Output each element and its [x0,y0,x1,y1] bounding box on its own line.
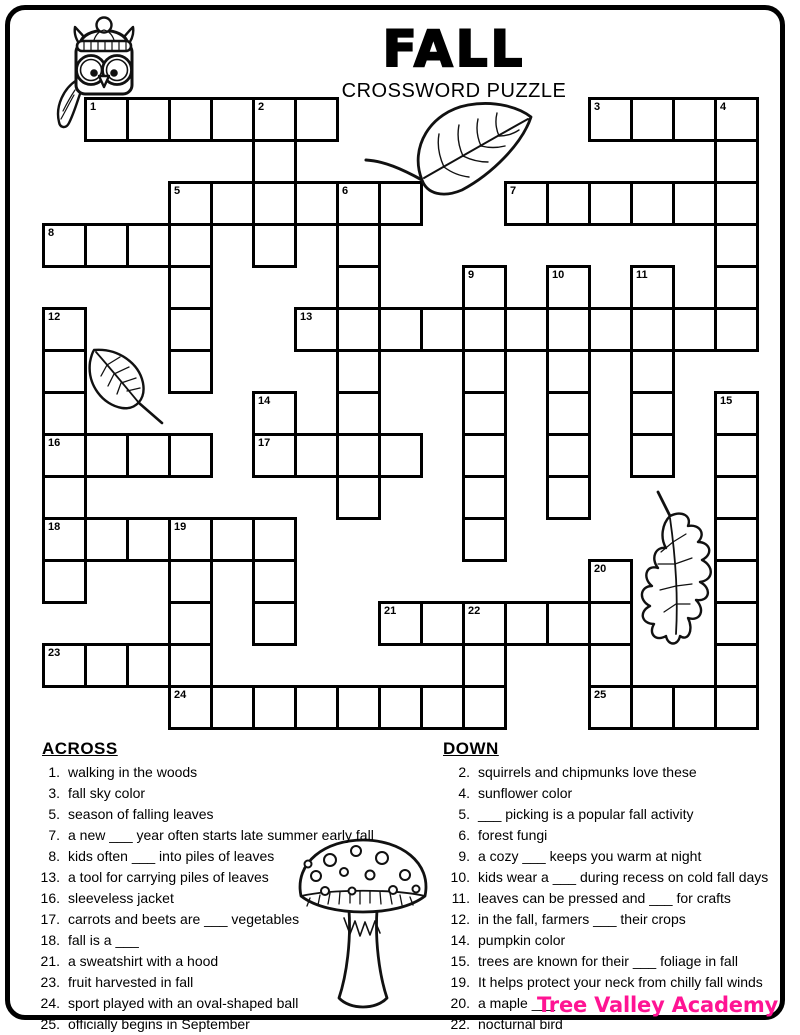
grid-cell[interactable] [252,181,297,226]
grid-cell-10[interactable] [546,265,591,310]
grid-cell[interactable] [630,433,675,478]
clue-text: a sweatshirt with a hood [68,953,219,969]
grid-cell[interactable] [252,517,297,562]
clue-number: 14. [450,932,470,948]
cell-number: 1 [90,101,97,113]
cell-number: 20 [594,563,607,575]
clue-text: pumpkin color [478,932,566,948]
grid-cell[interactable] [672,97,717,142]
grid-cell[interactable] [546,307,591,352]
cell-number: 5 [174,185,181,197]
grid-cell[interactable] [462,391,507,436]
grid-cell[interactable] [252,685,297,730]
clue-text: season of falling leaves [68,806,214,822]
grid-cell[interactable] [336,307,381,352]
grid-cell-17[interactable] [252,433,297,478]
clue-number: 24. [40,995,60,1011]
grid-cell[interactable] [714,559,759,604]
grid-cell-23[interactable] [42,643,87,688]
clue-number: 4. [458,785,470,801]
grid-cell[interactable] [84,517,129,562]
grid-cell[interactable] [546,391,591,436]
clue-number: 8. [48,848,60,864]
grid-cell[interactable] [714,475,759,520]
cell-number: 17 [258,437,271,449]
clue-row [30,762,374,783]
clue-number: 22. [450,1016,470,1032]
grid-cell[interactable] [630,685,675,730]
grid-cell-5[interactable] [168,181,213,226]
grid-cell[interactable] [168,643,213,688]
grid-cell[interactable] [462,685,507,730]
grid-cell[interactable] [672,685,717,730]
across-clues [30,738,374,1035]
oak-leaf-icon [628,490,716,668]
grid-cell[interactable] [462,643,507,688]
clue-number: 9. [458,848,470,864]
cell-number: 25 [594,689,607,701]
grid-cell[interactable] [546,601,591,646]
clue-number: 21. [40,953,60,969]
across-clue-list [30,762,374,1035]
clue-text: forest fungi [478,827,548,843]
clue-row [440,825,768,846]
grid-cell-2[interactable] [252,97,297,142]
grid-cell-1[interactable] [84,97,129,142]
cell-number: 2 [258,101,265,113]
grid-cell[interactable] [252,139,297,184]
grid-cell[interactable] [420,307,465,352]
grid-cell-3[interactable] [588,97,633,142]
grid-cell[interactable] [42,475,87,520]
grid-cell[interactable] [714,601,759,646]
clue-row [30,951,374,972]
grid-cell[interactable] [210,685,255,730]
grid-cell-4[interactable] [714,97,759,142]
cell-number: 13 [300,311,313,323]
clue-text: a new ___ year often starts late summer early fall [68,827,374,843]
grid-cell[interactable] [714,433,759,478]
grid-cell[interactable] [126,223,171,268]
grid-cell[interactable] [504,307,549,352]
grid-cell[interactable] [336,349,381,394]
grid-cell[interactable] [630,181,675,226]
clue-number: 18. [40,932,60,948]
clue-row [30,846,374,867]
clue-number: 20. [450,995,470,1011]
grid-cell[interactable] [126,517,171,562]
clue-row [30,972,374,993]
clue-row [440,951,768,972]
clue-text: squirrels and chipmunks love these [478,764,697,780]
grid-cell[interactable] [168,265,213,310]
grid-cell[interactable] [336,475,381,520]
grid-cell-20[interactable] [588,559,633,604]
grid-cell-22[interactable] [462,601,507,646]
cell-number: 4 [720,101,727,113]
clue-text: fall sky color [68,785,146,801]
clue-row [30,930,374,951]
cell-number: 7 [510,185,517,197]
grid-cell-18[interactable] [42,517,87,562]
birch-leaf-icon [80,346,168,432]
grid-cell[interactable] [672,181,717,226]
grid-cell-11[interactable] [630,265,675,310]
clue-text: carrots and beets are ___ vegetables [68,911,300,927]
page-title: FALL [382,20,526,78]
cell-number: 23 [48,647,61,659]
clue-text: kids often ___ into piles of leaves [68,848,275,864]
clue-number: 19. [450,974,470,990]
grid-cell[interactable] [714,517,759,562]
grid-cell[interactable] [84,643,129,688]
grid-cell[interactable] [126,433,171,478]
grid-cell[interactable] [672,307,717,352]
clue-number: 10. [450,869,470,885]
clue-number: 7. [48,827,60,843]
clue-text: officially begins in September [68,1016,250,1032]
clue-row [30,909,374,930]
grid-cell[interactable] [336,391,381,436]
grid-cell[interactable] [168,349,213,394]
grid-cell[interactable] [168,433,213,478]
clue-row [440,762,768,783]
clue-row [30,804,374,825]
grid-cell[interactable] [588,601,633,646]
clue-text: a tool for carrying piles of leaves [68,869,269,885]
clue-number: 25. [40,1016,60,1032]
cell-number: 8 [48,227,55,239]
grid-cell[interactable] [168,97,213,142]
cell-number: 10 [552,269,565,281]
grid-cell-19[interactable] [168,517,213,562]
grid-cell[interactable] [210,181,255,226]
clue-text: sunflower color [478,785,573,801]
grid-cell[interactable] [336,433,381,478]
clue-text: trees are known for their ___ foliage in fall [478,953,738,969]
clue-number: 1. [48,764,60,780]
clue-number: 16. [40,890,60,906]
grid-cell[interactable] [294,685,339,730]
grid-cell[interactable] [126,643,171,688]
clue-number: 2. [458,764,470,780]
clue-text: walking in the woods [68,764,198,780]
clue-row [440,804,768,825]
cell-number: 6 [342,185,349,197]
clue-row [440,972,768,993]
grid-cell[interactable] [294,97,339,142]
clue-number: 12. [450,911,470,927]
credit: Tree Valley Academy [536,993,778,1017]
clue-number: 11. [451,890,470,906]
clue-row [440,783,768,804]
clue-number: 15. [450,953,470,969]
grid-cell[interactable] [546,181,591,226]
grid-cell[interactable] [462,433,507,478]
clue-text: fall is a ___ [68,932,139,948]
grid-cell[interactable] [210,517,255,562]
cell-number: 9 [468,269,475,281]
grid-cell[interactable] [630,391,675,436]
cell-number: 14 [258,395,271,407]
grid-cell[interactable] [714,139,759,184]
clue-row [30,867,374,888]
grid-cell[interactable] [630,307,675,352]
clue-text: in the fall, farmers ___ their crops [478,911,686,927]
clue-row [440,867,768,888]
grid-cell[interactable] [546,433,591,478]
clue-row [30,888,374,909]
grid-cell[interactable] [588,181,633,226]
clue-row [440,909,768,930]
grid-cell[interactable] [252,559,297,604]
grid-cell[interactable] [714,265,759,310]
cell-number: 21 [384,605,397,617]
grid-cell[interactable] [630,349,675,394]
grid-cell[interactable] [168,307,213,352]
clue-row [30,993,374,1014]
cell-number: 16 [48,437,61,449]
cell-number: 18 [48,521,61,533]
clue-number: 5. [458,806,470,822]
grid-cell[interactable] [714,643,759,688]
cell-number: 3 [594,101,601,113]
grid-cell[interactable] [378,685,423,730]
grid-cell[interactable] [462,517,507,562]
clue-text: It helps protect your neck from chilly fall winds [478,974,763,990]
clue-text: fruit harvested in fall [68,974,194,990]
down-header: DOWN [443,739,499,758]
grid-cell[interactable] [210,97,255,142]
cell-number: 22 [468,605,481,617]
clue-text: sport played with an oval-shaped ball [68,995,299,1011]
grid-cell[interactable] [168,223,213,268]
grid-cell[interactable] [462,475,507,520]
grid-cell[interactable] [504,601,549,646]
down-clues [440,738,768,1035]
clue-row [440,846,768,867]
grid-cell[interactable] [252,601,297,646]
grid-cell[interactable] [42,559,87,604]
clue-text: nocturnal bird [478,1016,563,1032]
grid-cell[interactable] [546,349,591,394]
grid-cell-21[interactable] [378,601,423,646]
clue-text: kids wear a ___ during recess on cold fall days [478,869,769,885]
cell-number: 12 [48,311,61,323]
clue-text: leaves can be pressed and ___ for crafts [478,890,731,906]
clue-row [440,1014,768,1035]
grid-cell[interactable] [420,601,465,646]
page-subtitle: CROSSWORD PUZZLE [341,80,567,102]
clue-text: ___ picking is a popular fall activity [478,806,694,822]
grid-cell[interactable] [714,181,759,226]
grid-cell[interactable] [336,685,381,730]
grid-cell[interactable] [336,223,381,268]
grid-cell-24[interactable] [168,685,213,730]
grid-cell-16[interactable] [42,433,87,478]
clue-number: 23. [40,974,60,990]
grid-cell[interactable] [294,433,339,478]
grid-cell[interactable] [462,307,507,352]
grid-cell[interactable] [84,223,129,268]
grid-cell[interactable] [588,643,633,688]
grid-cell[interactable] [336,265,381,310]
grid-cell[interactable] [420,685,465,730]
clue-text: sleeveless jacket [68,890,174,906]
clue-row [30,783,374,804]
across-header: ACROSS [42,739,118,758]
clue-text: a maple ___ [478,995,556,1011]
cell-number: 15 [720,395,733,407]
cell-number: 11 [636,269,648,281]
grid-cell[interactable] [126,97,171,142]
grid-cell[interactable] [546,475,591,520]
clue-number: 13. [40,869,60,885]
clue-number: 5. [48,806,60,822]
grid-cell[interactable] [630,97,675,142]
grid-cell-15[interactable] [714,391,759,436]
cell-number: 24 [174,689,187,701]
clue-row [30,825,374,846]
clue-number: 17. [40,911,60,927]
grid-cell[interactable] [714,223,759,268]
clue-text: a cozy ___ keeps you warm at night [478,848,702,864]
grid-cell-25[interactable] [588,685,633,730]
leaf-icon [364,100,546,216]
clue-number: 6. [458,827,470,843]
grid-cell[interactable] [714,685,759,730]
clue-number: 3. [48,785,60,801]
grid-cell[interactable] [168,601,213,646]
clue-row [30,1014,374,1035]
grid-cell[interactable] [168,559,213,604]
cell-number: 19 [174,521,187,533]
grid-cell-9[interactable] [462,265,507,310]
grid-cell[interactable] [588,307,633,352]
grid-cell-14[interactable] [252,391,297,436]
clue-row [440,930,768,951]
grid-cell[interactable] [84,433,129,478]
grid-cell[interactable] [252,223,297,268]
grid-cell-13[interactable] [294,307,339,352]
grid-cell[interactable] [714,307,759,352]
grid-cell[interactable] [462,349,507,394]
clue-row [440,888,768,909]
grid-cell-8[interactable] [42,223,87,268]
grid-cell[interactable] [378,307,423,352]
grid-cell[interactable] [378,433,423,478]
grid-cell[interactable] [294,181,339,226]
